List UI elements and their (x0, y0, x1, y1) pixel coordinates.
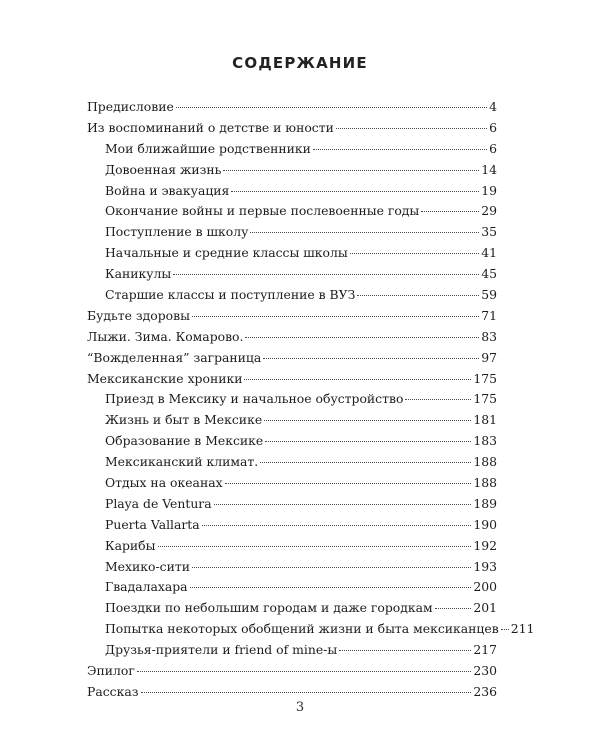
toc-entry-title: Будьте здоровы (87, 307, 190, 323)
toc-entry-page: 41 (481, 245, 497, 261)
toc-entry-title: Приезд в Мексику и начальное обустройство (105, 391, 404, 407)
dot-leader (225, 483, 472, 484)
toc-entry (87, 431, 497, 452)
toc-entry-title: Puerta Vallarta (105, 516, 200, 532)
toc-entry (87, 118, 497, 139)
toc-entry (87, 536, 497, 557)
dot-leader (339, 650, 471, 651)
toc-entry (87, 473, 497, 494)
toc-entry-page: 6 (489, 140, 497, 156)
toc-entry-title: Отдых на океанах (105, 475, 223, 491)
toc-entry-title: Начальные и средние классы школы (105, 245, 348, 261)
toc-entry (87, 619, 535, 640)
toc-entry-page: 97 (481, 349, 497, 365)
table-of-contents (87, 97, 535, 703)
toc-entry-page: 189 (473, 495, 497, 511)
dot-leader (405, 399, 471, 400)
toc-entry-page: 193 (473, 558, 497, 574)
toc-entry-page: 236 (473, 683, 497, 699)
toc-entry-page: 188 (473, 454, 497, 470)
toc-heading: СОДЕРЖАНИЕ (232, 54, 368, 72)
dot-leader (336, 128, 487, 129)
dot-leader (501, 629, 509, 630)
toc-entry-page: 83 (481, 328, 497, 344)
toc-entry-page: 181 (473, 412, 497, 428)
toc-entry (87, 285, 497, 306)
toc-entry (87, 181, 497, 202)
dot-leader (214, 504, 472, 505)
toc-entry (87, 494, 497, 515)
toc-entry-page: 200 (473, 579, 497, 595)
toc-entry-title: Старшие классы и поступление в ВУЗ (105, 287, 356, 303)
toc-entry-page: 175 (473, 370, 497, 386)
toc-entry-page: 211 (510, 621, 535, 637)
toc-entry-page: 29 (481, 203, 497, 219)
toc-entry-title: Война и эвакуация (105, 182, 230, 198)
toc-entry-page: 14 (481, 161, 497, 177)
toc-entry-title: Мексиканские хроники (87, 370, 243, 386)
dot-leader (202, 525, 472, 526)
toc-entry-page: 217 (473, 642, 497, 658)
toc-entry (87, 327, 497, 348)
toc-entry-title: Рассказ (87, 683, 139, 699)
dot-leader (176, 107, 487, 108)
toc-entry (87, 97, 497, 118)
page-number: 3 (295, 700, 305, 715)
toc-entry-title: Довоенная жизнь (105, 161, 222, 177)
dot-leader (245, 337, 479, 338)
dot-leader (260, 462, 471, 463)
toc-entry (87, 369, 497, 390)
toc-entry-title: Playa de Ventura (105, 495, 212, 511)
toc-entry (87, 243, 497, 264)
toc-entry-title: Попытка некоторых обобщений жизни и быта мексиканцев (105, 621, 499, 637)
toc-entry (87, 160, 497, 181)
toc-entry-page: 35 (481, 224, 497, 240)
toc-entry-page: 201 (473, 600, 497, 616)
toc-entry (87, 598, 497, 619)
toc-entry-page: 59 (481, 287, 497, 303)
toc-entry-title: Из воспоминаний о детстве и юности (87, 119, 334, 135)
toc-entry (87, 410, 497, 431)
toc-entry-title: Предисловие (87, 99, 174, 114)
toc-entry (87, 557, 497, 578)
dot-leader (231, 191, 479, 192)
toc-entry-title: Поездки по небольшим городам и даже городкам (105, 600, 433, 616)
toc-entry-title: Карибы (105, 537, 156, 553)
toc-entry (87, 661, 497, 682)
dot-leader (137, 671, 472, 672)
dot-leader (264, 420, 471, 421)
dot-leader (421, 211, 479, 212)
toc-entry-page: 230 (473, 663, 497, 679)
toc-entry (87, 139, 497, 160)
toc-entry-title: Эпилог (87, 663, 135, 679)
toc-entry-page: 6 (489, 119, 497, 135)
dot-leader (357, 295, 479, 296)
toc-entry (87, 452, 497, 473)
toc-entry-title: Мехико-сити (105, 558, 190, 574)
toc-entry (87, 640, 497, 661)
toc-entry-title: Поступление в школу (105, 224, 249, 240)
toc-entry (87, 348, 497, 369)
dot-leader (141, 692, 472, 693)
toc-entry-title: Окончание войны и первые послевоенные годы (105, 203, 420, 219)
toc-entry (87, 264, 497, 285)
dot-leader (190, 587, 472, 588)
dot-leader (435, 608, 472, 609)
dot-leader (265, 441, 471, 442)
toc-entry-title: Мои ближайшие родственники (105, 140, 311, 156)
dot-leader (223, 170, 479, 171)
dot-leader (173, 274, 479, 275)
toc-entry (87, 515, 497, 536)
dot-leader (192, 567, 471, 568)
toc-entry (87, 201, 497, 222)
toc-entry (87, 389, 497, 410)
toc-entry-title: Образование в Мексике (105, 433, 264, 449)
toc-entry-page: 188 (473, 475, 497, 491)
dot-leader (263, 358, 479, 359)
toc-entry-title: Друзья-приятели и friend of mine-ы (105, 642, 338, 658)
toc-entry-title: “Вожделенная” заграница (87, 349, 262, 365)
dot-leader (192, 316, 479, 317)
toc-entry-title: Мексиканский климат. (105, 454, 259, 470)
toc-entry (87, 306, 497, 327)
toc-entry-page: 4 (489, 99, 497, 114)
dot-leader (158, 546, 472, 547)
dot-leader (350, 253, 479, 254)
toc-entry-page: 183 (473, 433, 497, 449)
toc-entry-page: 71 (481, 307, 497, 323)
toc-entry-page: 192 (473, 537, 497, 553)
toc-entry-page: 19 (481, 182, 497, 198)
dot-leader (313, 149, 487, 150)
toc-entry-page: 190 (473, 516, 497, 532)
toc-entry-page: 45 (481, 266, 497, 282)
dot-leader (244, 379, 471, 380)
toc-entry (87, 577, 497, 598)
toc-entry-page: 175 (473, 391, 497, 407)
toc-entry-title: Гвадалахара (105, 579, 188, 595)
toc-entry-title: Лыжи. Зима. Комарово. (87, 328, 244, 344)
toc-entry-title: Жизнь и быт в Мексике (105, 412, 263, 428)
toc-entry-title: Каникулы (105, 266, 172, 282)
dot-leader (250, 232, 479, 233)
toc-entry (87, 222, 497, 243)
